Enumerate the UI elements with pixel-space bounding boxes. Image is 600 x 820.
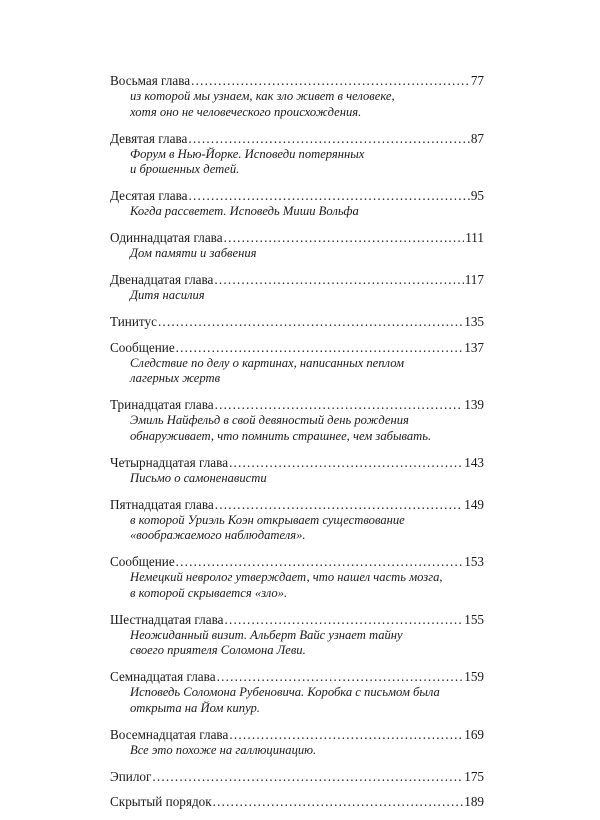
toc-entry-page: 117 — [464, 272, 484, 287]
toc-entry — [110, 397, 484, 444]
toc-entry-page: 149 — [464, 496, 484, 512]
toc-leader-dots — [176, 554, 464, 569]
toc-entry-subtitle: Дом памяти и забвения — [130, 246, 257, 260]
toc-entry-page: 139 — [464, 397, 484, 412]
toc-entry-subtitle: из которой мы узнаем, как зло живет в человеке, хотя оно не человеческого происхождения. — [130, 89, 395, 119]
toc-entry-page: 77 — [470, 73, 484, 88]
toc-leader-dots — [224, 230, 465, 245]
toc-entry-title: Тринадцатая глава — [110, 397, 214, 412]
toc-entry-page: 111 — [465, 230, 484, 245]
toc-entry — [110, 455, 484, 487]
toc-entry-subtitle: Немецкий невролог утверждает, что нашел часть мозга, в которой скрывается «зло». — [130, 570, 443, 600]
toc-leader-dots — [229, 455, 463, 470]
toc-entry-title: Сообщение — [110, 554, 175, 569]
toc-entry — [110, 73, 484, 120]
toc-leader-dots — [215, 497, 463, 512]
toc-entry — [110, 727, 484, 759]
toc-entry-title: Одиннадцатая глава — [110, 230, 223, 245]
toc-entry-page: 175 — [464, 768, 484, 784]
toc-entry-page: 189 — [464, 794, 484, 809]
toc-entry-page: 87 — [470, 130, 484, 146]
toc-leader-dots — [191, 73, 470, 88]
toc-entry-title: Девятая глава — [110, 130, 188, 146]
toc-entry-title: Пятнадцатая глава — [110, 496, 214, 512]
toc-entry-title: Эпилог — [110, 768, 152, 784]
toc-entry-title: Десятая глава — [110, 188, 188, 203]
toc-entry-subtitle: Дитя насилия — [130, 288, 205, 302]
toc-leader-dots — [229, 727, 463, 742]
toc-entry-subtitle: Когда рассветет. Исповедь Миши Вольфа — [130, 204, 359, 218]
toc-entry-subtitle: Письмо о самоненависти — [130, 470, 267, 485]
toc-entry-page: 143 — [464, 454, 484, 470]
toc-entry-page: 95 — [470, 188, 484, 203]
toc-leader-dots — [176, 340, 464, 355]
toc-entry — [110, 769, 484, 784]
toc-entry-subtitle: Все это похоже на галлюцинацию. — [130, 742, 317, 757]
toc-entry — [110, 131, 484, 178]
toc-entry-subtitle: Форум в Нью-Йорке. Исповеди потерянных и брошенных детей. — [130, 146, 365, 176]
toc-entry — [110, 188, 484, 220]
toc-entry — [110, 554, 484, 601]
toc-entry — [110, 794, 484, 809]
toc-entry-title: Сообщение — [110, 339, 175, 355]
toc-entry-subtitle: Исповедь Соломона Рубеновича. Коробка с письмом была открыта на Йом кипур. — [130, 685, 440, 715]
toc-entry-title: Тинитус — [110, 314, 157, 329]
toc-leader-dots — [188, 188, 469, 203]
toc-leader-dots — [152, 769, 463, 784]
table-of-contents — [110, 73, 484, 820]
toc-entry — [110, 669, 484, 716]
toc-entry — [110, 314, 484, 329]
toc-entry-subtitle: Следствие по делу о картинах, написанных пеплом лагерных жертв — [130, 355, 405, 385]
toc-entry-page: 169 — [464, 726, 484, 742]
toc-leader-dots — [213, 794, 464, 809]
toc-entry-title: Скрытый порядок — [110, 794, 212, 809]
toc-entry-title: Двенадцатая глава — [110, 272, 214, 287]
toc-entry-title: Восемнадцатая глава — [110, 726, 229, 742]
toc-entry-page: 159 — [464, 669, 484, 684]
toc-entry-title: Четырнадцатая глава — [110, 454, 229, 470]
toc-entry — [110, 612, 484, 659]
toc-entry — [110, 497, 484, 544]
toc-leader-dots — [217, 669, 464, 684]
toc-entry-subtitle: Неожиданный визит. Альберт Вайс узнает тайну своего приятеля Соломона Леви. — [130, 627, 403, 657]
toc-leader-dots — [225, 612, 464, 627]
toc-entry-title: Шестнадцатая глава — [110, 611, 224, 627]
toc-entry-title: Семнадцатая глава — [110, 669, 216, 684]
toc-entry-subtitle: Эмиль Найфельд в свой девяностый день рождения обнаруживает, что помнить страшнее, чем забывать. — [130, 413, 432, 443]
toc-leader-dots — [158, 314, 463, 329]
toc-leader-dots — [188, 131, 469, 146]
toc-entry-title: Восьмая глава — [110, 73, 191, 88]
toc-entry — [110, 340, 484, 387]
toc-leader-dots — [215, 397, 464, 412]
toc-entry-subtitle: в которой Уриэль Коэн открывает существование «воображаемого наблюдателя». — [130, 512, 405, 542]
toc-entry — [110, 272, 484, 304]
toc-entry — [110, 230, 484, 262]
toc-leader-dots — [214, 272, 463, 287]
toc-entry-page: 137 — [464, 339, 484, 355]
toc-entry-page: 155 — [464, 611, 484, 627]
toc-entry-page: 153 — [464, 554, 484, 569]
toc-entry-page: 135 — [464, 314, 484, 329]
